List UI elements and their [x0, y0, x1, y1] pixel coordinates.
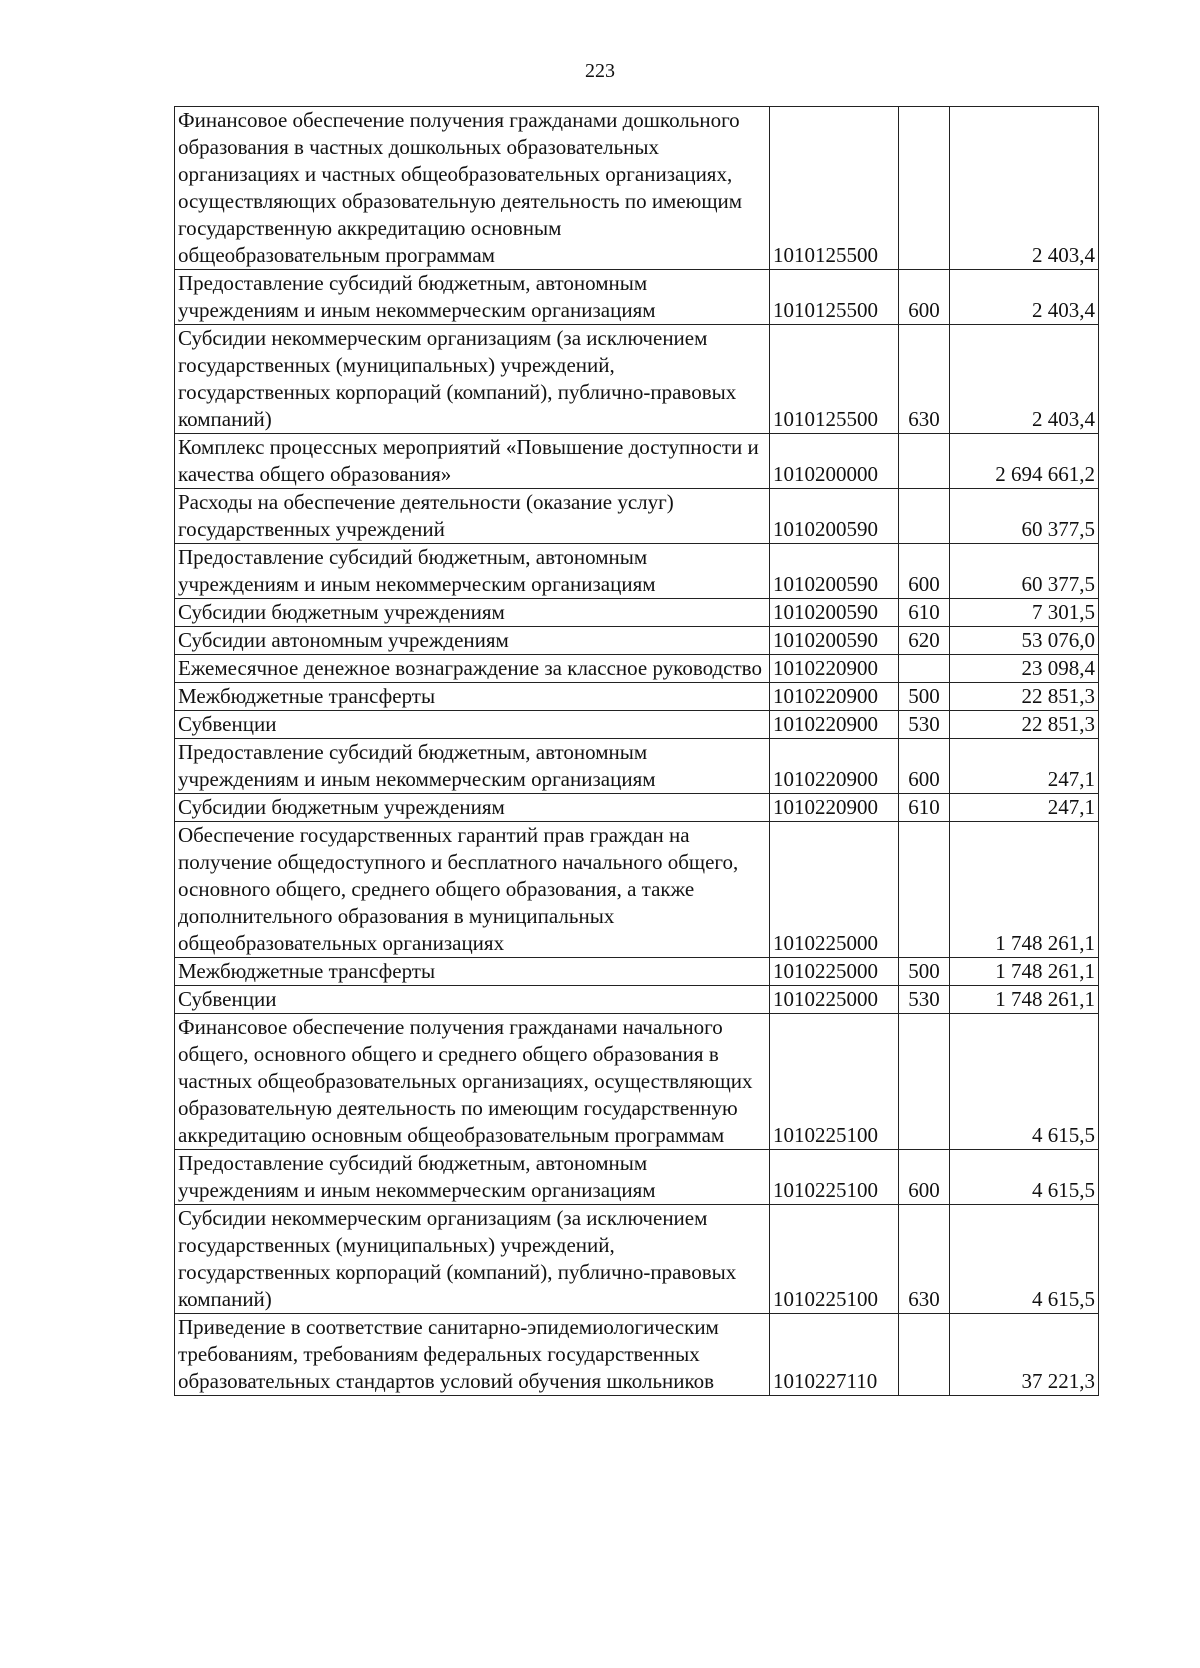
row-type-cell — [899, 107, 950, 270]
table-row — [175, 1205, 1099, 1314]
row-name-cell: Комплекс процессных мероприятий «Повышение доступности и качества общего образования» — [175, 434, 770, 489]
row-sum-cell: 2 403,4 — [950, 325, 1099, 434]
row-type-cell: 500 — [899, 683, 950, 711]
row-name-cell: Ежемесячное денежное вознаграждение за классное руководство — [175, 655, 770, 683]
row-name-cell: Приведение в соответствие санитарно-эпидемиологическим требованиям, требованиям федеральных государственных образовательных стандартов условий обучения школьников — [175, 1314, 770, 1396]
row-sum-cell: 22 851,3 — [950, 711, 1099, 739]
row-sum-cell: 22 851,3 — [950, 683, 1099, 711]
row-type-cell: 600 — [899, 544, 950, 599]
row-name-cell: Субсидии бюджетным учреждениям — [175, 599, 770, 627]
row-name-cell: Субсидии бюджетным учреждениям — [175, 794, 770, 822]
row-code-cell: 1010220900 — [770, 655, 899, 683]
row-type-cell: 620 — [899, 627, 950, 655]
table-row — [175, 655, 1099, 683]
row-code-cell: 1010225000 — [770, 822, 899, 958]
row-code-cell: 1010125500 — [770, 107, 899, 270]
table-row — [175, 1150, 1099, 1205]
row-type-cell: 630 — [899, 1205, 950, 1314]
row-type-cell: 600 — [899, 739, 950, 794]
row-code-cell: 1010200590 — [770, 544, 899, 599]
table-row — [175, 325, 1099, 434]
row-code-cell: 1010220900 — [770, 683, 899, 711]
table-row — [175, 683, 1099, 711]
row-type-cell: 530 — [899, 986, 950, 1014]
table-row — [175, 1314, 1099, 1396]
row-type-cell: 630 — [899, 325, 950, 434]
row-sum-cell: 4 615,5 — [950, 1150, 1099, 1205]
table-row — [175, 107, 1099, 270]
row-type-cell: 610 — [899, 599, 950, 627]
row-sum-cell: 2 694 661,2 — [950, 434, 1099, 489]
table-row — [175, 599, 1099, 627]
row-code-cell: 1010220900 — [770, 711, 899, 739]
row-code-cell: 1010200590 — [770, 489, 899, 544]
row-code-cell: 1010200590 — [770, 627, 899, 655]
row-type-cell — [899, 1314, 950, 1396]
row-name-cell: Субвенции — [175, 711, 770, 739]
row-type-cell — [899, 1014, 950, 1150]
row-code-cell: 1010225000 — [770, 986, 899, 1014]
table-row — [175, 822, 1099, 958]
row-type-cell — [899, 489, 950, 544]
table-row — [175, 270, 1099, 325]
row-type-cell: 600 — [899, 270, 950, 325]
row-name-cell: Субвенции — [175, 986, 770, 1014]
row-sum-cell: 7 301,5 — [950, 599, 1099, 627]
table-row — [175, 739, 1099, 794]
row-sum-cell: 1 748 261,1 — [950, 986, 1099, 1014]
row-sum-cell: 1 748 261,1 — [950, 822, 1099, 958]
table-row — [175, 489, 1099, 544]
row-name-cell: Субсидии некоммерческим организациям (за исключением государственных (муниципальных) учреждений, государственных корпораций (компаний), публично-правовых компаний) — [175, 325, 770, 434]
row-name-cell: Межбюджетные трансферты — [175, 958, 770, 986]
row-sum-cell: 23 098,4 — [950, 655, 1099, 683]
row-code-cell: 1010225100 — [770, 1205, 899, 1314]
table-row — [175, 711, 1099, 739]
budget-table — [174, 106, 1099, 1396]
row-sum-cell: 4 615,5 — [950, 1205, 1099, 1314]
row-type-cell — [899, 822, 950, 958]
row-sum-cell: 60 377,5 — [950, 544, 1099, 599]
row-sum-cell: 37 221,3 — [950, 1314, 1099, 1396]
row-code-cell: 1010125500 — [770, 325, 899, 434]
table-row — [175, 544, 1099, 599]
row-type-cell — [899, 434, 950, 489]
row-type-cell: 500 — [899, 958, 950, 986]
row-name-cell: Финансовое обеспечение получения гражданами начального общего, основного общего и среднего общего образования в частных общеобразовательных организациях, осуществляющих образовательную деятельность по имеющим государственную аккредитацию основным общеобразовательным программам — [175, 1014, 770, 1150]
row-type-cell: 610 — [899, 794, 950, 822]
table-row — [175, 434, 1099, 489]
table-row — [175, 1014, 1099, 1150]
row-sum-cell: 4 615,5 — [950, 1014, 1099, 1150]
row-name-cell: Расходы на обеспечение деятельности (оказание услуг) государственных учреждений — [175, 489, 770, 544]
row-name-cell: Предоставление субсидий бюджетным, автономным учреждениям и иным некоммерческим организациям — [175, 544, 770, 599]
row-code-cell: 1010225000 — [770, 958, 899, 986]
row-code-cell: 1010220900 — [770, 739, 899, 794]
row-name-cell: Предоставление субсидий бюджетным, автономным учреждениям и иным некоммерческим организациям — [175, 739, 770, 794]
row-type-cell: 530 — [899, 711, 950, 739]
table-row — [175, 794, 1099, 822]
row-name-cell: Обеспечение государственных гарантий прав граждан на получение общедоступного и бесплатного начального общего, основного общего, среднего общего образования, а также дополнительного образования в муниципальных общеобразовательных организациях — [175, 822, 770, 958]
row-sum-cell: 2 403,4 — [950, 107, 1099, 270]
row-code-cell: 1010225100 — [770, 1150, 899, 1205]
row-code-cell: 1010225100 — [770, 1014, 899, 1150]
row-code-cell: 1010200000 — [770, 434, 899, 489]
table-row — [175, 986, 1099, 1014]
row-sum-cell: 247,1 — [950, 739, 1099, 794]
row-sum-cell: 247,1 — [950, 794, 1099, 822]
row-type-cell — [899, 655, 950, 683]
row-code-cell: 1010200590 — [770, 599, 899, 627]
row-sum-cell: 53 076,0 — [950, 627, 1099, 655]
row-sum-cell: 2 403,4 — [950, 270, 1099, 325]
row-code-cell: 1010220900 — [770, 794, 899, 822]
table-row — [175, 958, 1099, 986]
row-code-cell: 1010125500 — [770, 270, 899, 325]
row-name-cell: Субсидии некоммерческим организациям (за исключением государственных (муниципальных) учреждений, государственных корпораций (компаний), публично-правовых компаний) — [175, 1205, 770, 1314]
row-name-cell: Субсидии автономным учреждениям — [175, 627, 770, 655]
page-number: 223 — [585, 60, 615, 82]
row-code-cell: 1010227110 — [770, 1314, 899, 1396]
row-type-cell: 600 — [899, 1150, 950, 1205]
row-name-cell: Межбюджетные трансферты — [175, 683, 770, 711]
row-name-cell: Предоставление субсидий бюджетным, автономным учреждениям и иным некоммерческим организациям — [175, 1150, 770, 1205]
row-name-cell: Финансовое обеспечение получения гражданами дошкольного образования в частных дошкольных образовательных организациях и частных общеобразовательных организациях, осуществляющих образовательную деятельность по имеющим государственную аккредитацию основным общеобразовательным программам — [175, 107, 770, 270]
row-name-cell: Предоставление субсидий бюджетным, автономным учреждениям и иным некоммерческим организациям — [175, 270, 770, 325]
budget-table-body — [175, 107, 1099, 1396]
table-row — [175, 627, 1099, 655]
row-sum-cell: 60 377,5 — [950, 489, 1099, 544]
row-sum-cell: 1 748 261,1 — [950, 958, 1099, 986]
